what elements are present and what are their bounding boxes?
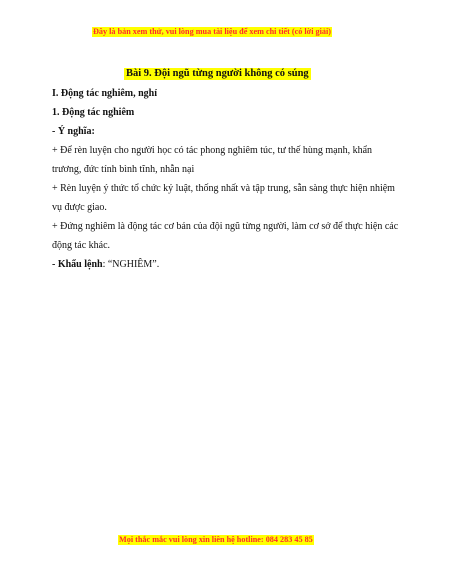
command-text: : “NGHIÊM”. bbox=[102, 259, 160, 270]
bullet-item: + Rèn luyện ý thức tổ chức kỷ luật, thống nhất và tập trung, sẵn sàng thực hiện nhiệm vụ được giao. bbox=[52, 183, 395, 213]
meaning-label: - Ý nghĩa: bbox=[52, 126, 95, 137]
command-line bbox=[52, 255, 402, 274]
hotline-notice-banner: Mọi thắc mắc vui lòng xin liên hệ hotline: 084 283 45 85 bbox=[119, 535, 313, 544]
subsection-heading: 1. Động tác nghiêm bbox=[52, 107, 135, 118]
command-label: - Khẩu lệnh bbox=[52, 259, 103, 270]
bullet-item: + Đứng nghiêm là động tác cơ bản của đội ngũ từng người, làm cơ sở để thực hiện các động tác khác. bbox=[52, 221, 399, 251]
lesson-title: Bài 9. Đội ngũ từng người không có súng bbox=[126, 68, 309, 79]
bullet-item: + Để rèn luyện cho người học có tác phong nghiêm túc, tư thế hùng mạnh, khẩn trương, đức tính bình tĩnh, nhẫn nại bbox=[52, 145, 373, 175]
preview-notice-banner: Đây là bản xem thử, vui lòng mua tài liệu để xem chi tiết (có lời giải) bbox=[93, 27, 332, 36]
section-heading: I. Động tác nghiêm, nghỉ bbox=[52, 88, 158, 99]
document-body bbox=[52, 84, 402, 274]
